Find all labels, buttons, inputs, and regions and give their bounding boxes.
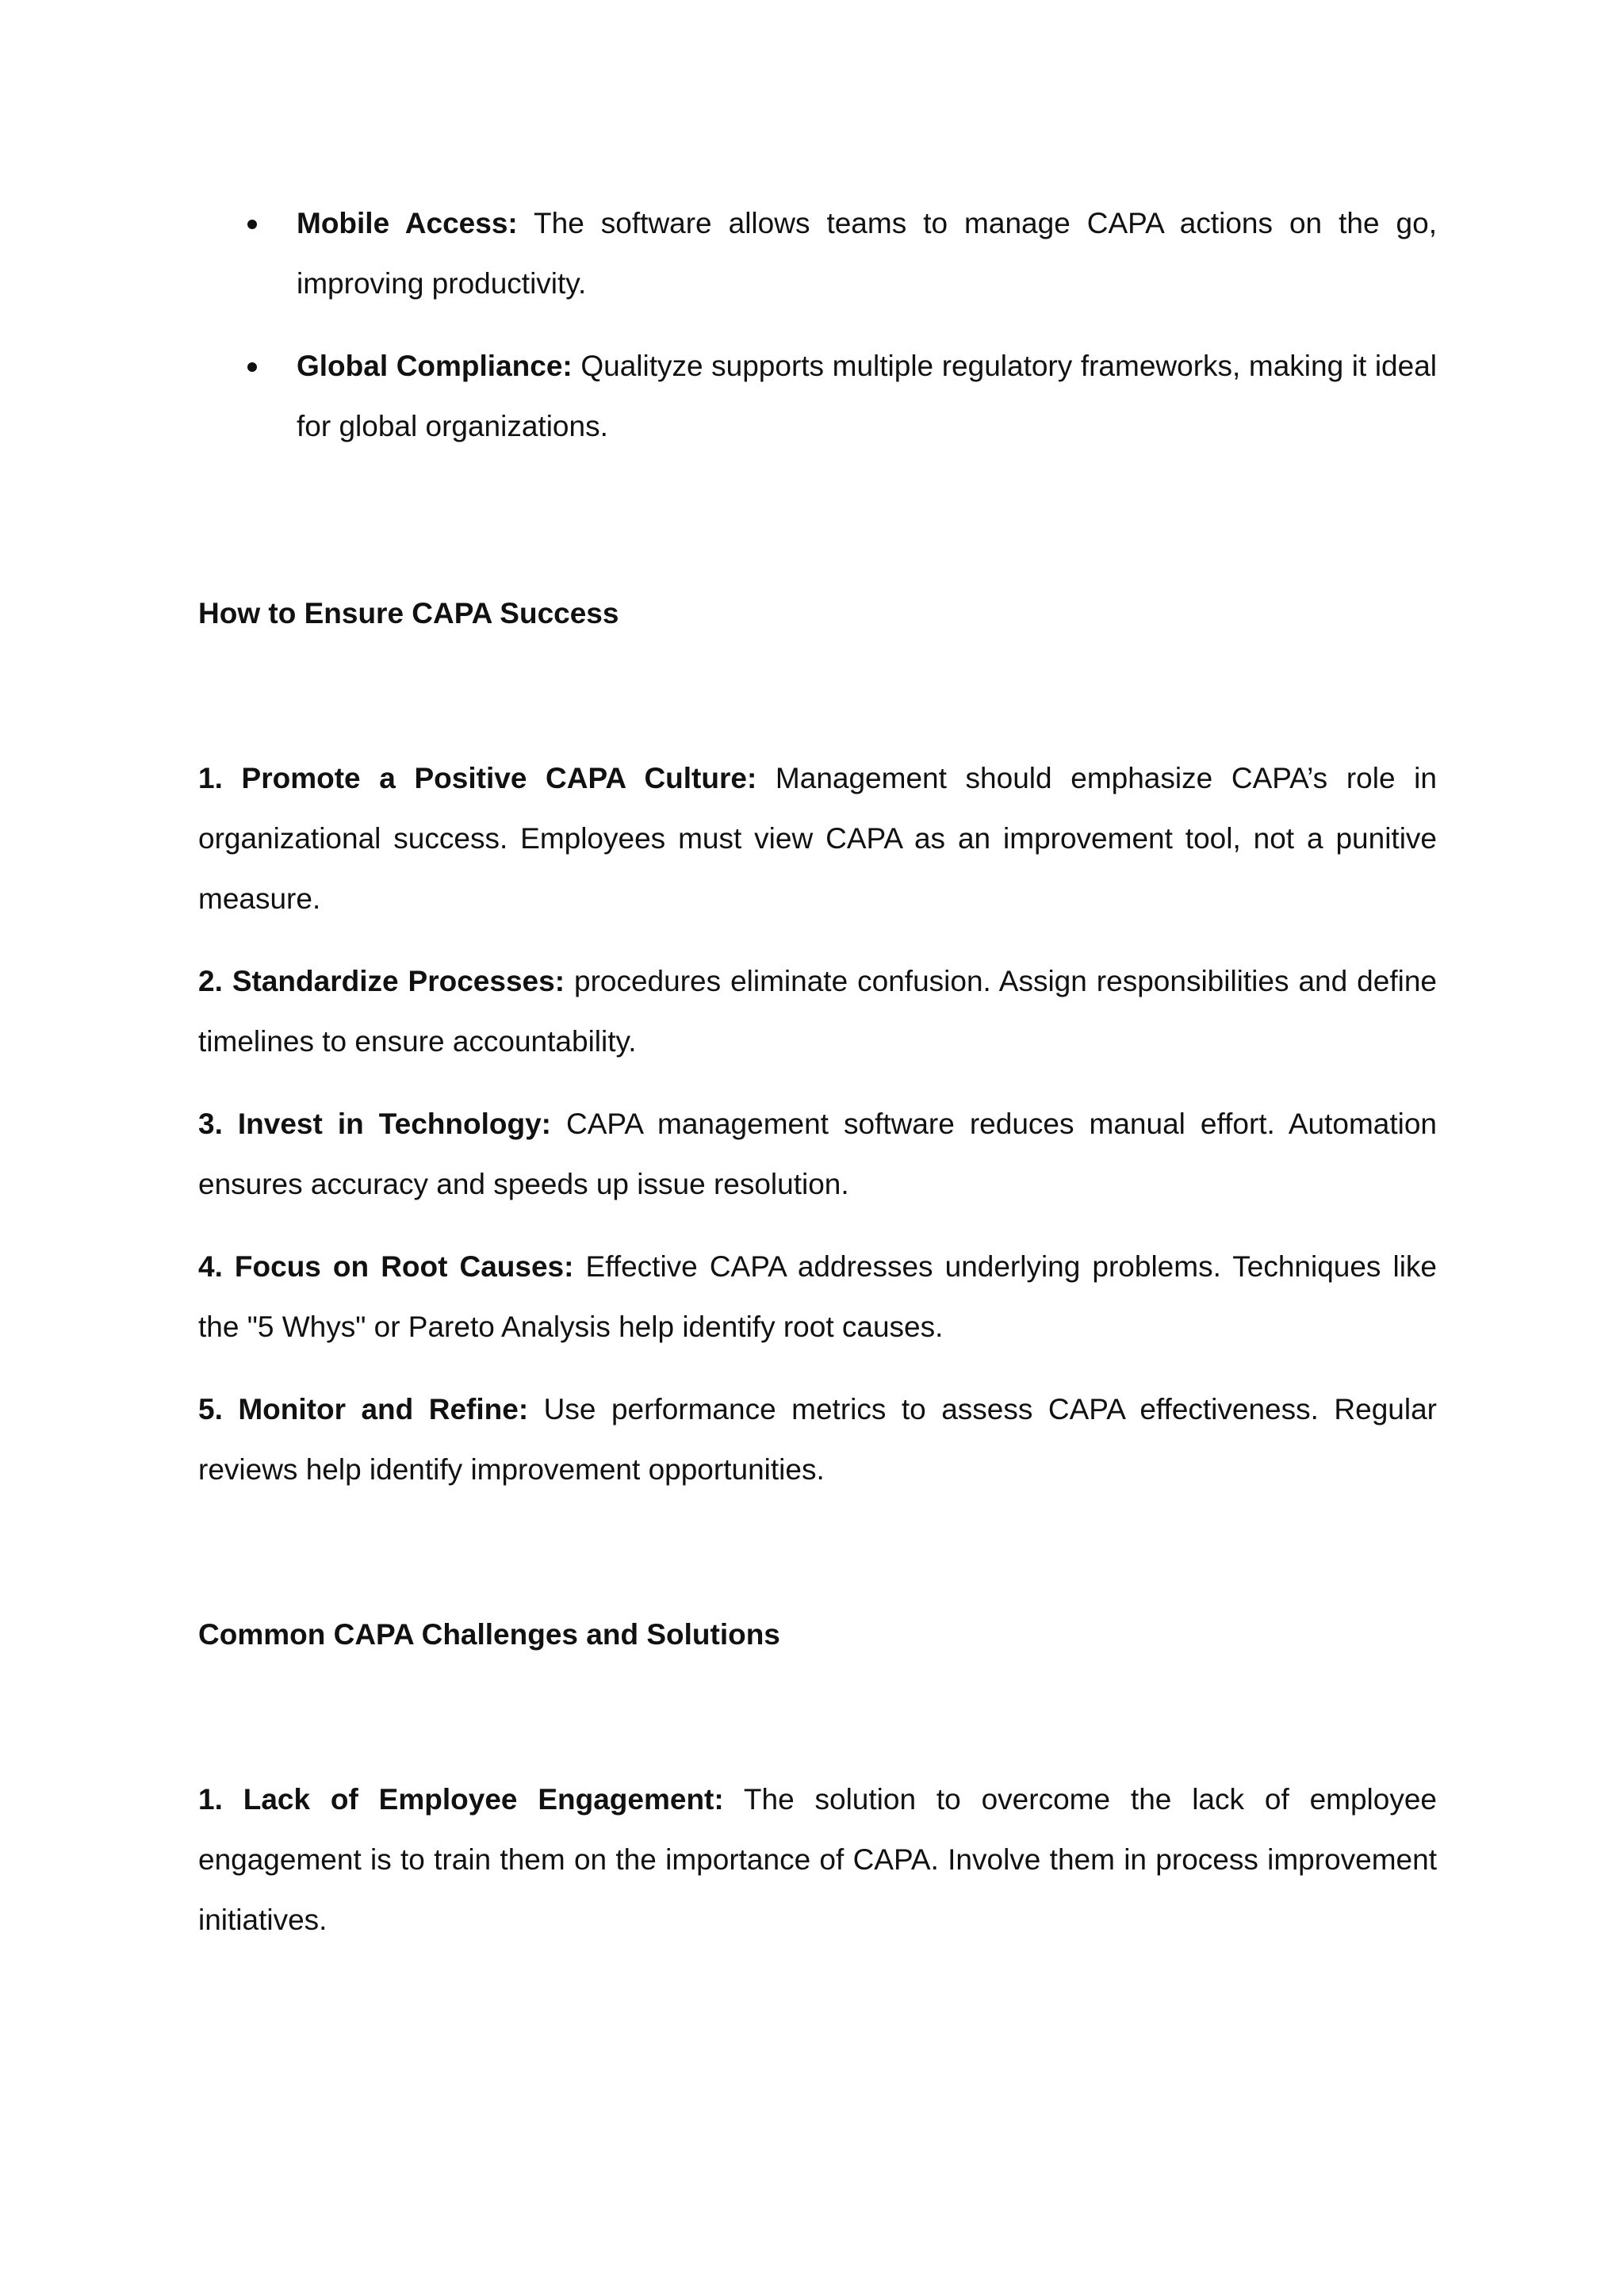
- item-label: 1. Promote a Positive CAPA Culture:: [198, 762, 757, 794]
- bullet-dot-icon: [247, 220, 257, 229]
- item-label: 2. Standardize Processes:: [198, 965, 565, 997]
- spacer: [198, 1522, 1437, 1605]
- numbered-item-2: [198, 951, 1437, 1072]
- item-text: CAPA management software reduces manual effort. Automation ensures accuracy and speeds up issue resolution.: [198, 1108, 1437, 1200]
- item-text: Effective CAPA addresses underlying problems. Techniques like the "5 Whys" or Pareto Analysis help identify root causes.: [198, 1250, 1438, 1343]
- bullet-text: The software allows teams to manage CAPA actions on the go, improving productivity.: [297, 207, 1437, 300]
- section-heading-capa-success: How to Ensure CAPA Success: [198, 597, 619, 629]
- numbered-item-4: [198, 1237, 1437, 1357]
- numbered-item-5: [198, 1380, 1437, 1500]
- numbered-item-challenge-1: [198, 1770, 1437, 1950]
- numbered-item-1: [198, 748, 1437, 929]
- section-heading-capa-challenges: Common CAPA Challenges and Solutions: [198, 1618, 780, 1651]
- item-text: Use performance metrics to assess CAPA effectiveness. Regular reviews help identify improvement opportunities.: [198, 1393, 1437, 1486]
- bullet-item-mobile-access: [198, 193, 1437, 314]
- bullet-paragraph: [297, 336, 1437, 457]
- document-body: [198, 193, 1437, 1973]
- spacer: [198, 479, 1437, 584]
- feature-bullet-list: [198, 193, 1437, 457]
- numbered-item-3: [198, 1094, 1437, 1215]
- item-label: 1. Lack of Employee Engagement:: [198, 1783, 724, 1816]
- bullet-item-global-compliance: [198, 336, 1437, 457]
- bullet-label: Mobile Access:: [297, 207, 518, 239]
- bullet-paragraph: [297, 193, 1437, 314]
- bullet-label: Global Compliance:: [297, 350, 573, 382]
- item-text: Management should emphasize CAPA’s role in organizational success. Employees must view CAPA as an improvement tool, not a punitive measure.: [198, 762, 1437, 915]
- item-text: The solution to overcome the lack of employee engagement is to train them on the importance of CAPA. Involve them in process improvement initiatives.: [198, 1783, 1438, 1936]
- spacer: [198, 644, 1437, 748]
- item-label: 3. Invest in Technology:: [198, 1108, 551, 1140]
- bullet-text: Qualityze supports multiple regulatory frameworks, making it ideal for global organizations.: [297, 350, 1437, 442]
- spacer: [198, 1665, 1437, 1770]
- item-label: 4. Focus on Root Causes:: [198, 1250, 574, 1283]
- item-label: 5. Monitor and Refine:: [198, 1393, 529, 1425]
- item-text: procedures eliminate confusion. Assign responsibilities and define timelines to ensure accountability.: [198, 965, 1437, 1058]
- bullet-dot-icon: [247, 362, 257, 372]
